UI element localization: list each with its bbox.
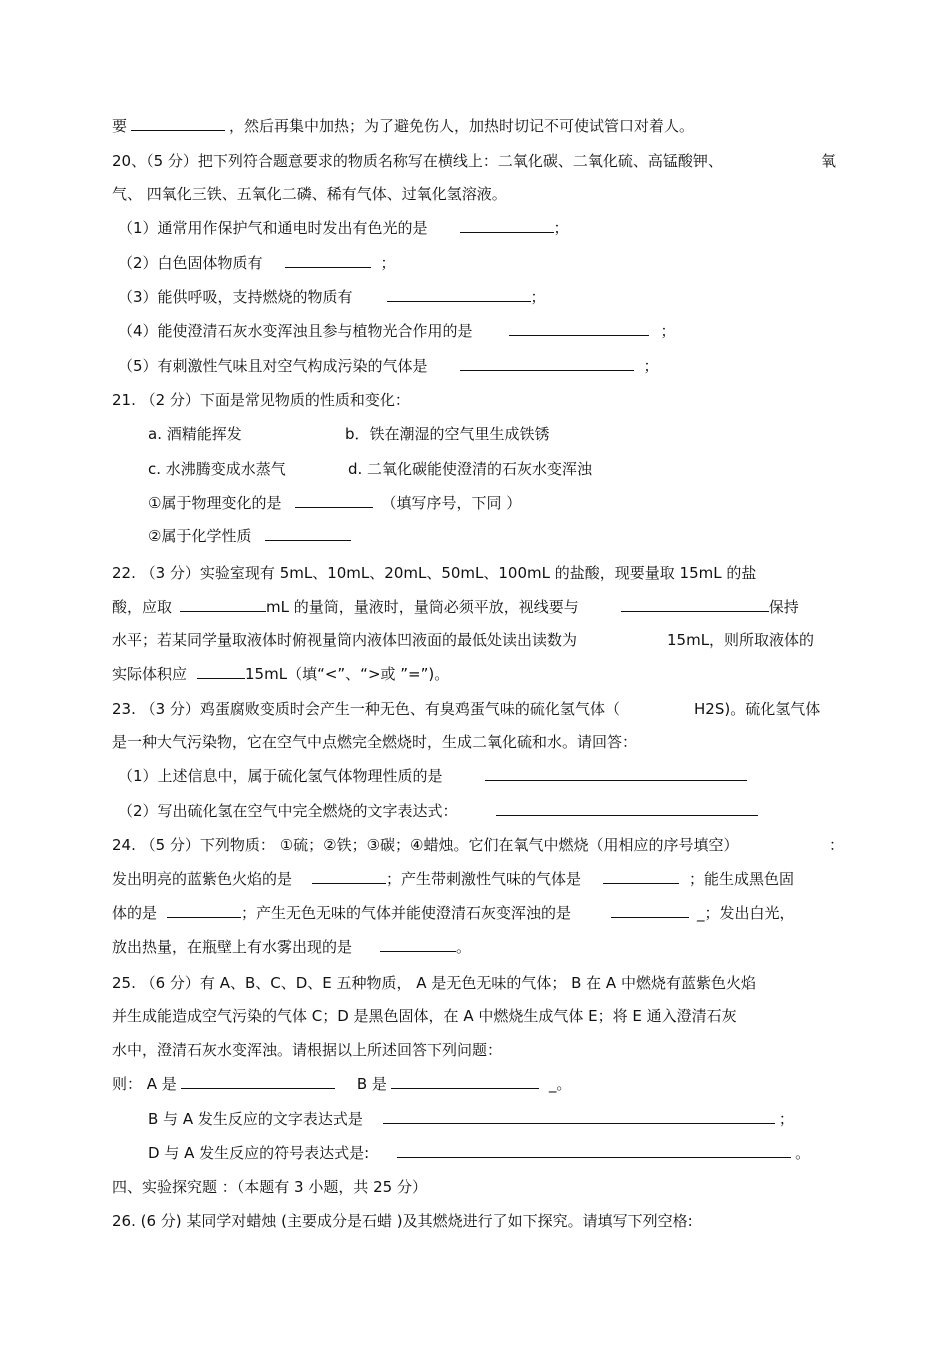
text-line: ： (829, 836, 845, 854)
text-line: 气、 四氧化三铁、五氧化二磷、稀有气体、过氧化氢溶液。 (112, 185, 507, 203)
answer-blank[interactable] (391, 1074, 539, 1089)
option-d: d. 二氧化碳能使澄清的石灰水变浑浊 (348, 460, 593, 478)
answer-blank[interactable] (397, 1143, 791, 1158)
text-line: 并生成能造成空气污染的气体 C；D 是黑色固体，在 A 中燃烧生成气体 E；将 E 通入澄清石灰 (112, 1007, 737, 1025)
text-line: 酸，应取 mL 的量筒，量液时，量筒必须平放，视线要与 保持 (112, 598, 799, 616)
question-21: 21. （2 分）下面是常见物质的性质和变化： (112, 391, 410, 409)
section-heading: 四、实验探究题 ：（本题有 3 小题，共 25 分） (112, 1178, 427, 1196)
answer-blank[interactable] (460, 356, 634, 371)
answer-blank[interactable] (611, 903, 689, 918)
answer-blank[interactable] (295, 493, 373, 508)
answer-blank[interactable] (485, 766, 747, 781)
text-line: 氧 (821, 152, 837, 170)
text-line: 实际体积应 15mL（填“<”、“>或 ”=”)。 (112, 665, 450, 683)
text-line: （4）能使澄清石灰水变浑浊且参与植物光合作用的是 ； (118, 322, 676, 340)
text-line: B 与 A 发生反应的文字表达式是 ； (148, 1110, 794, 1128)
text-line: 是一种大气污染物，它在空气中点燃完全燃烧时，生成二氧化硫和水。请回答： (112, 733, 638, 751)
text-line: 要 ，然后再集中加热；为了避免伤人，加热时切记不可使试管口对着人。 (112, 117, 695, 135)
answer-blank[interactable] (603, 869, 679, 884)
answer-blank[interactable] (265, 526, 351, 541)
answer-blank[interactable] (285, 253, 371, 268)
text-line: ②属于化学性质 (148, 526, 351, 546)
answer-blank[interactable] (621, 597, 769, 612)
answer-blank[interactable] (312, 869, 386, 884)
text-line: （3）能供呼吸，支持燃烧的物质有 ； (118, 288, 546, 306)
answer-blank[interactable] (387, 287, 531, 302)
answer-blank[interactable] (509, 321, 649, 336)
text-line: （5）有刺激性气味且对空气构成污染的气体是 ； (118, 357, 659, 375)
text-line: 发出明亮的蓝紫色火焰的是 ；产生带刺激性气味的气体是 ；能生成黑色固 (112, 870, 795, 888)
answer-blank[interactable] (167, 903, 241, 918)
answer-blank[interactable] (380, 937, 456, 952)
answer-blank[interactable] (197, 664, 245, 679)
option-a: a. 酒精能挥发 (148, 425, 242, 443)
text-line: （1）通常用作保护气和通电时发出有色光的是 ； (118, 219, 569, 237)
text-line: （1）上述信息中，属于硫化氢气体物理性质的是 (118, 766, 747, 786)
text-line: 水平；若某同学量取液体时俯视量筒内液体凹液面的最低处读出读数为 (112, 631, 578, 649)
text-line: H2S)。硫化氢气体 (694, 700, 821, 718)
answer-blank[interactable] (460, 218, 554, 233)
question-26: 26. (6 分) 某同学对蜡烛 (主要成分是石蜡 )及其燃烧进行了如下探究。请填写下列空格: (112, 1212, 693, 1230)
question-24: 24. （5 分）下列物质： ①硫；②铁；③碳；④蜡烛。它们在氧气中燃烧（用相应的序号填空） (112, 836, 739, 854)
question-22: 22. （3 分）实验室现有 5mL、10mL、20mL、50mL、100mL 的盐酸，现要量取 15mL 的盐 (112, 564, 757, 582)
text-line: 体的是 ；产生无色无味的气体并能使澄清石灰变浑浊的是 _；发出白光， (112, 904, 795, 922)
answer-blank[interactable] (131, 116, 225, 131)
answer-blank[interactable] (496, 801, 758, 816)
text-line: 则： A 是 B 是 _。 (112, 1075, 572, 1093)
text-line: （2）写出硫化氢在空气中完全燃烧的文字表达式： (118, 801, 758, 821)
text-line: 15mL，则所取液体的 (667, 631, 815, 649)
question-25: 25. （6 分）有 A、B、C、D、E 五种物质， A 是无色无味的气体； B 在 A 中燃烧有蓝紫色火焰 (112, 974, 756, 992)
option-c: c. 水沸腾变成水蒸气 (148, 460, 286, 478)
text-line: D 与 A 发生反应的符号表达式是: 。 (148, 1144, 811, 1162)
option-b: b．铁在潮湿的空气里生成铁锈 (345, 425, 550, 443)
answer-blank[interactable] (180, 597, 266, 612)
question-20: 20、（5 分）把下列符合题意要求的物质名称写在横线上：二氧化碳、二氧化硫、高锰酸钾、 (112, 152, 723, 170)
text-line: 水中，澄清石灰水变浑浊。请根据以上所述回答下列问题： (112, 1041, 503, 1059)
answer-blank[interactable] (383, 1109, 775, 1124)
text-line: 放出热量，在瓶壁上有水雾出现的是 。 (112, 938, 472, 956)
text-line: ①属于物理变化的是 （填写序号，下同 ） (148, 494, 522, 512)
question-23: 23. （3 分）鸡蛋腐败变质时会产生一种无色、有臭鸡蛋气味的硫化氢气体（ (112, 700, 620, 718)
text-line: （2）白色固体物质有 ； (118, 254, 396, 272)
answer-blank[interactable] (181, 1074, 335, 1089)
